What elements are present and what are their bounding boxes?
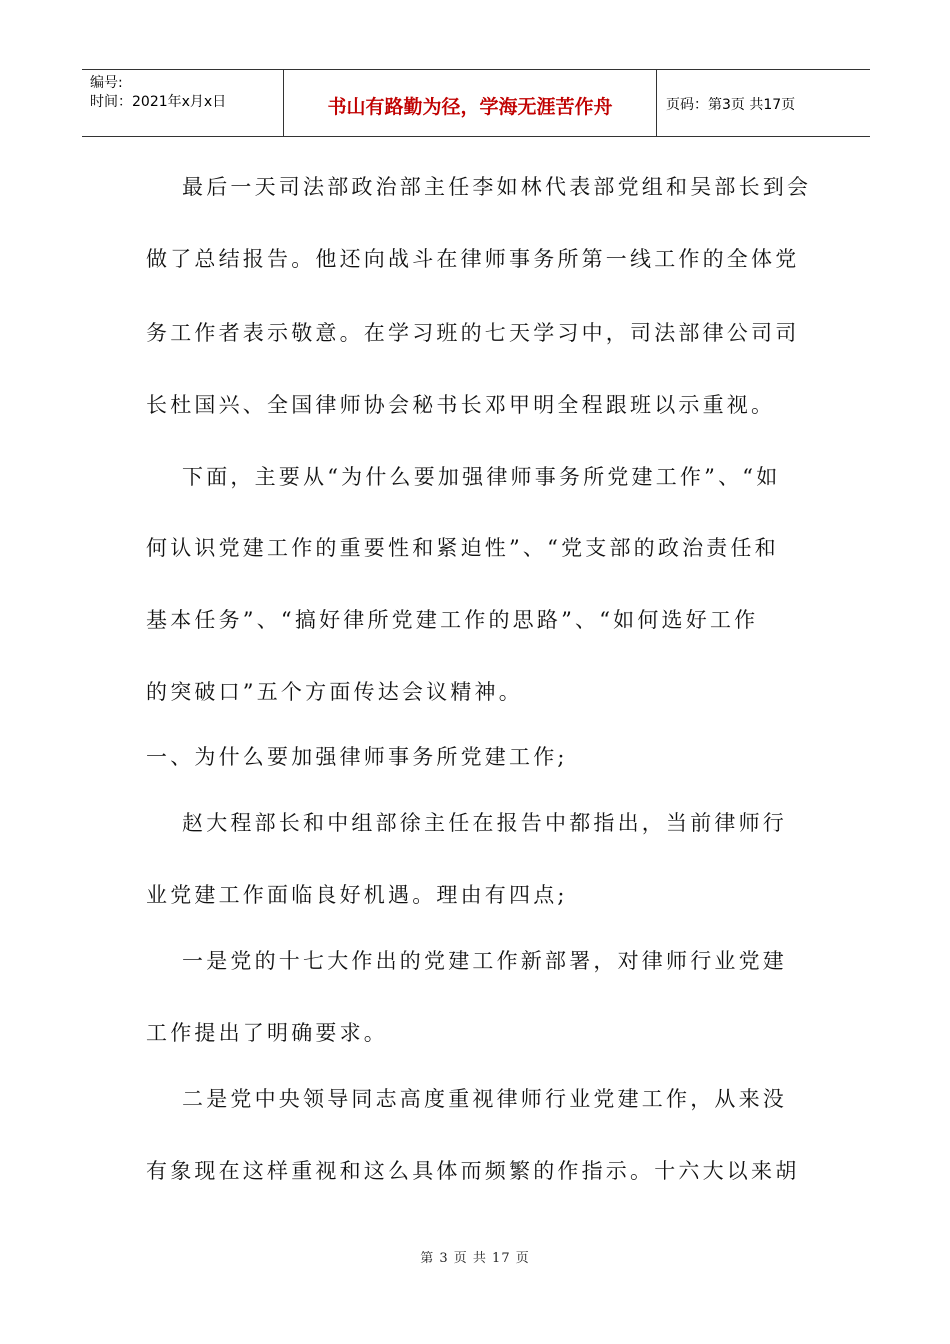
body-line: 务工作者表示敬意。在学习班的七天学习中，司法部律公司司: [146, 321, 800, 345]
header-page-cell: [656, 70, 870, 136]
body-line: 何认识党建工作的重要性和紧迫性”、“党支部的政治责任和: [146, 536, 779, 560]
body-line: 赵大程部长和中组部徐主任在报告中都指出，当前律师行: [182, 811, 787, 835]
body-line: 业党建工作面临良好机遇。理由有四点;: [146, 883, 568, 907]
body-line: 长杜国兴、全国律师协会秘书长邓甲明全程跟班以示重视。: [146, 393, 776, 417]
page-footer: 第 3 页 共 17 页: [420, 1251, 530, 1266]
body-line: 一、为什么要加强律师事务所党建工作;: [146, 745, 568, 769]
header-motto-cell: [283, 70, 657, 136]
body-line: 下面，主要从“为什么要加强律师事务所党建工作”、“如: [182, 465, 781, 489]
body-line: 最后一天司法部政治部主任李如林代表部党组和吴部长到会: [182, 175, 812, 199]
body-line: 二是党中央领导同志高度重视律师行业党建工作，从来没: [182, 1087, 787, 1111]
header-page-info: 页码：第3页 共17页: [666, 97, 796, 113]
document-number-label: 编号:: [90, 75, 123, 91]
body-line: 的突破口”五个方面传达会议精神。: [146, 680, 523, 704]
document-time-label: 时间：2021年x月x日: [90, 94, 227, 110]
page-header: [82, 69, 870, 137]
body-line: 一是党的十七大作出的党建工作新部署，对律师行业党建: [182, 949, 787, 973]
body-line: 工作提出了明确要求。: [146, 1021, 388, 1045]
body-line: 基本任务”、“搞好律所党建工作的思路”、“如何选好工作: [146, 608, 759, 632]
body-line: 做了总结报告。他还向战斗在律师事务所第一线工作的全体党: [146, 247, 800, 271]
header-motto: 书山有路勤为径，学海无涯苦作舟: [327, 96, 613, 118]
header-meta-cell: [82, 70, 282, 136]
body-line: 有象现在这样重视和这么具体而频繁的作指示。十六大以来胡: [146, 1159, 800, 1183]
